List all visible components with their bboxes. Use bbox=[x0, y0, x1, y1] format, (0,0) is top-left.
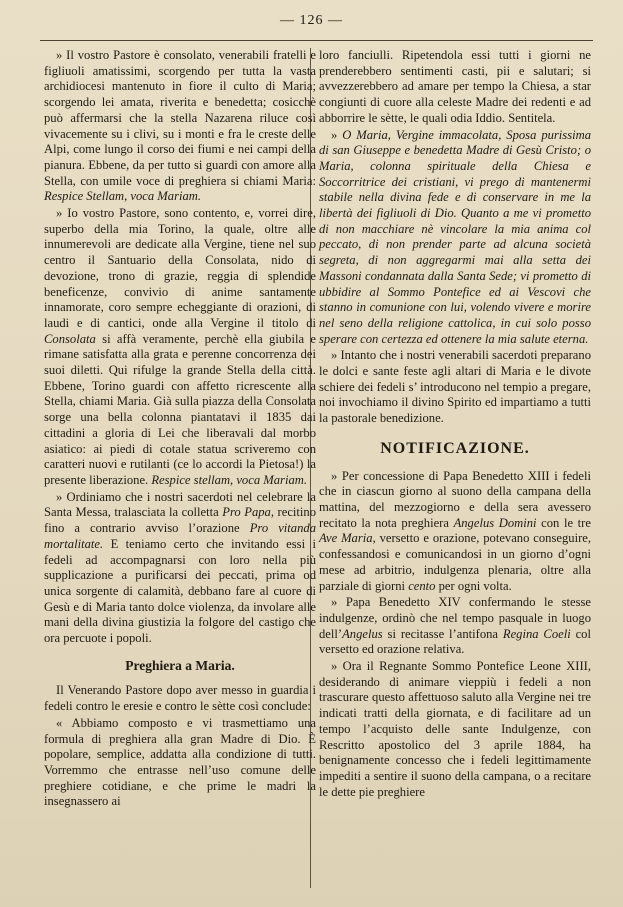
paragraph: » Ordiniamo che i nostri sacerdoti nel celebrare la Santa Messa, tralasciata la colletta Pro Papa, recitino fino a contrario avviso l’orazione Pro vitanda mortalitate. E teniamo certo che invitando essi i fedeli ad accompagnarsi con loro nella più supplicazione a purificarsi dei peccati, prima od unica sorgente di calamità, debbano fare al cuore di Gesù e di Maria tanto dolce violenza, da involare alle mani della divina giustizia la folgore del castigo che ora percuote i popoli. bbox=[44, 489, 317, 646]
paragraph: » Ora il Regnante Sommo Pontefice Leone XIII, desiderando di animare vieppiù i fedeli a non trascurare questo affettuoso saluto alla Vergine nei tre indicati tratti della giornata, e di facilitare ad un tempo l’acquisto delle sante Indulgenze, con Rescritto apostolico del 3 aprile 1884, ha benignamente concesso che i fedeli legittimamente impediti a sentire il suono della campana, o a recitare le dette pie preghiere bbox=[319, 659, 591, 799]
paragraph: » Il vostro Pastore è consolato, venerabili fratelli e figliuoli amatissimi, scorgendo per tutta la vasta archidiocesi mantenuto in fiore il culto di Maria; scorgendo lei amata, riverita e benedetta; cosicchè può affermarsi che la stella Nazarena riluce così vivacemente su i clivi, su i monti e fra le creste delle Alpi, come lungo il corso dei fiumi e nei campi della pianura. Ebbene, da per tutto si guardi con amore alla Stella, con umile voce di preghiera si chiami Maria: Respice Stellam, voca Mariam. bbox=[44, 48, 316, 204]
header-rule bbox=[40, 40, 593, 41]
prayer-paragraph: » O Maria, Vergine immacolata, Sposa purissima di san Giuseppe e benedetta Madre di Gesù Cristo; o Maria, colonna spirituale della Chiesa e Soccorritrice dei cristiani, vi prego di mantenermi stabile nella divina fede e di conservare in me la libertà dei figliuoli di Dio. Quanto a me vi prometto di non macchiare nè vincolare la mia anima col peccato, di non prender parte ad alcuna società segreta, di non aggregarmi mai alla setta dei Massoni condannata dalla Santa Sede; vi prometto di ubbidire al Sommo Pontefice ed ai Vescovi che stanno in comunione con lui, volendo vivere e morire nel seno della religione cattolica, in cui solo posso sperare con certezza ed ottenere la mia salute eterna. bbox=[319, 127, 591, 346]
section-heading: Preghiera a Maria. bbox=[125, 657, 235, 673]
paragraph: » Intanto che i nostri venerabili sacerdoti preparano le dolci e sante feste agli altari di Maria e le divote schiere dei fedeli s’ introducono nel tempio a pregare, noi invochiamo il divino Spirito ed impartiamo a tutti la pastorale benedizione. bbox=[319, 348, 591, 426]
right-column bbox=[319, 48, 591, 800]
paragraph: » Io vostro Pastore, sono contento, e, vorrei dire, superbo della mia Torino, la quale, oltre alle innumerevoli are dedicate alla Vergine, tiene nel suo centro il Santuario della Consolata, nido di devozione, trono di grazie, reggia di splendide beneficenze, convivio di anime santamente innamorate, coro sempre echeggiante di orazioni, di laudi e di cantici, onde alla Vergine il titolo di Consolata si affà veramente, perchè ella giubila e rimane satisfatta alla grata e perenne concorrenza dei suoi diletti. Qui rifulge la grande Stella della città. Ebbene, Torino guardi con affetto ricrescente alla Stella, chiami Maria. Già sulla piazza della Consolata sorge una bella colonna piantatavi il 1835 dai cittadini a gloria di Lei che liberavali dal morbo asiatico: ai piedi di cotale statua scriveremo con caratteri nuovi e rutilanti (ce lo accordi la Pietosa!) la presente liberazione. Respice stellam, voca Mariam. bbox=[44, 206, 316, 487]
paragraph: Il Venerando Pastore dopo aver messo in guardia i fedeli contro le eresie e contro le sètte così conclude: bbox=[44, 683, 316, 714]
paragraph: loro fanciulli. Ripetendola essi tutti i giorni ne prenderebbero sentimenti casti, pii e salutari; si avvezzerebbero ad amare per tempo la Chiesa, a star congiunti di cuore alla celeste Madre dei redenti e ad abborrire le sètte, le quali odia Iddio. Sentitela. bbox=[319, 48, 591, 125]
paragraph: » Papa Benedetto XIV confermando le stesse indulgenze, ordinò che nel tempo pasquale in luogo dell’Angelus si recitasse l’antifona Regina Coeli col versetto ed orazione relativa. bbox=[319, 595, 591, 657]
page-number: — 126 — bbox=[280, 13, 343, 28]
section-heading: NOTIFICAZIONE. bbox=[380, 439, 530, 457]
paragraph: » Per concessione di Papa Benedetto XIII i fedeli che in ciascun giorno al suono della campana della mattina, del mezzogiorno e della sera avessero recitato la nota preghiera Angelus Domini con le tre Ave Maria, versetto e orazione, potevano conseguire, confessandosi e comunicandosi in un giorno d’ogni mese ad arbitrio, indulgenza plenaria, oltre alla parziale di giorni cento per ogni volta. bbox=[319, 468, 591, 593]
paragraph: « Abbiamo composto e vi trasmettiamo una formula di preghiera alla gran Madre di Dio. È popolare, semplice, addatta alla condizione di tutti. Vorremmo che entrasse nell’uso comune delle preghiere cotidiane, e che prime le madri la insegnassero ai bbox=[44, 715, 316, 809]
left-column bbox=[44, 48, 316, 810]
